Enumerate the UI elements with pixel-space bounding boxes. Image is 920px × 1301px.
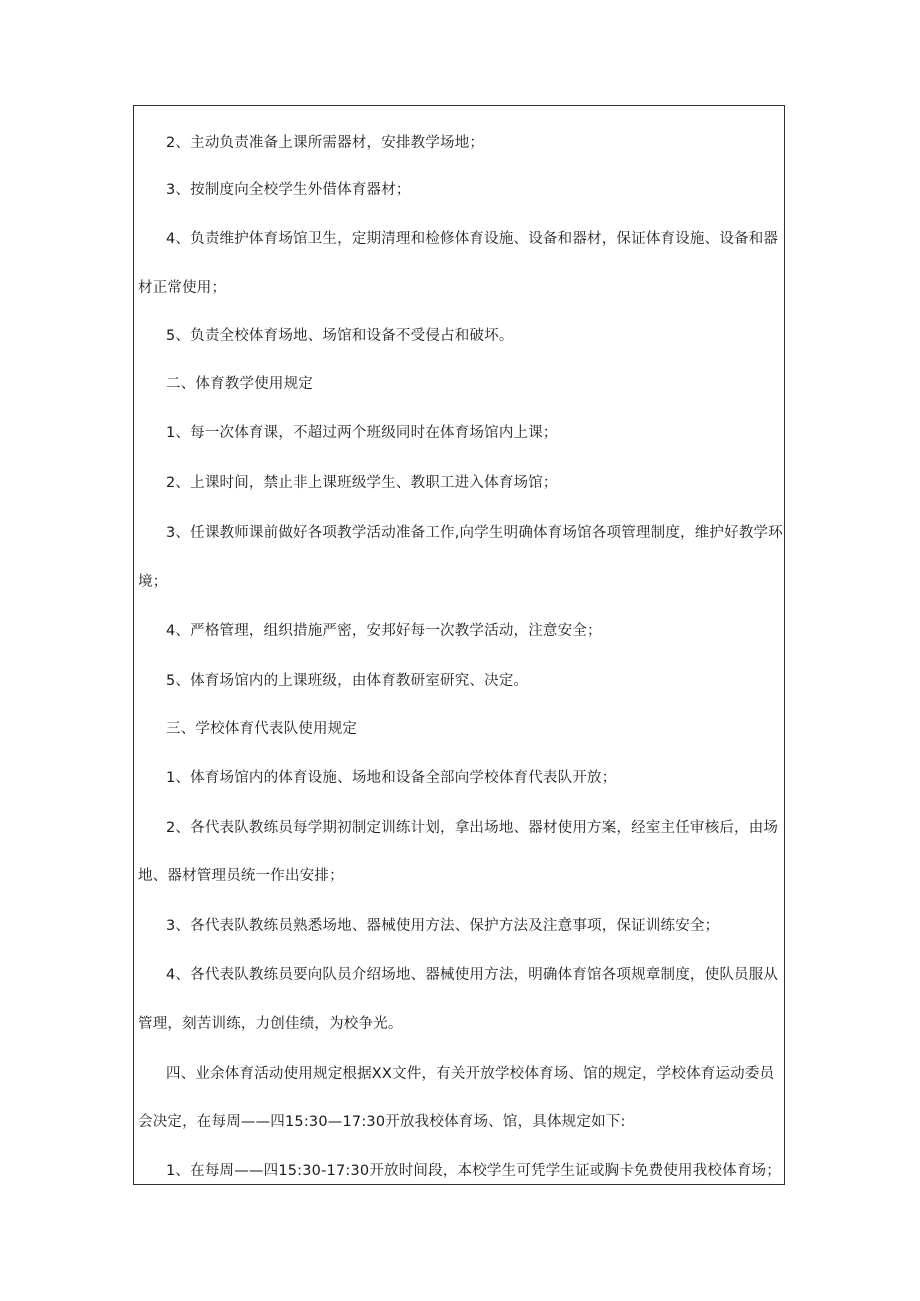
- text-line: 境；: [138, 574, 168, 590]
- document-page: [133, 105, 785, 1185]
- text-line: 1、在每周——四15:30-17:30开放时间段，本校学生可凭学生证或胸卡免费使用我校体育场；: [166, 1163, 781, 1179]
- text-line: 3、按制度向全校学生外借体育器材；: [166, 182, 411, 198]
- text-line: 3、各代表队教练员熟悉场地、器械使用方法、保护方法及注意事项，保证训练安全；: [166, 918, 720, 934]
- text-line: 4、各代表队教练员要向队员介绍场地、器械使用方法，明确体育馆各项规章制度，使队员服从: [166, 967, 779, 983]
- section-heading: 四、业余体育活动使用规定根据XX文件，有关开放学校体育场、馆的规定，学校体育运动委员: [166, 1066, 775, 1082]
- section-heading: 二、体育教学使用规定: [166, 376, 313, 392]
- text-line: 会决定，在每周——四15:30—17:30开放我校体育场、馆，具体规定如下:: [138, 1114, 626, 1130]
- text-line: 2、上课时间，禁止非上课班级学生、教职工进入体育场馆；: [166, 475, 558, 491]
- text-line: 2、主动负责准备上课所需器材，安排教学场地；: [166, 135, 485, 151]
- text-line: 1、体育场馆内的体育设施、场地和设备全部向学校体育代表队开放；: [166, 770, 617, 786]
- text-line: 管理，刻苦训练，力创佳绩，为校争光。: [138, 1016, 403, 1032]
- text-line: 4、严格管理，组织措施严密，安邦好每一次教学活动，注意安全；: [166, 623, 602, 639]
- text-line: 4、负责维护体育场馆卫生，定期清理和检修体育设施、设备和器材，保证体育设施、设备和器: [166, 231, 779, 247]
- text-line: 地、器材管理员统一作出安排；: [138, 868, 344, 884]
- section-heading: 三、学校体育代表队使用规定: [166, 721, 358, 737]
- text-line: 材正常使用；: [138, 280, 227, 296]
- text-line: 2、各代表队教练员每学期初制定训练计划，拿出场地、器材使用方案，经室主任审核后，由场: [166, 820, 779, 836]
- text-line: 1、每一次体育课，不超过两个班级同时在体育场馆内上课；: [166, 425, 558, 441]
- text-line: 5、体育场馆内的上课班级，由体育教研室研究、决定。: [166, 673, 529, 689]
- text-line: 5、负责全校体育场地、场馆和设备不受侵占和破坏。: [166, 328, 514, 344]
- text-line: 3、任课教师课前做好各项教学活动准备工作,向学生明确体育场馆各项管理制度，维护好教学环: [166, 525, 783, 541]
